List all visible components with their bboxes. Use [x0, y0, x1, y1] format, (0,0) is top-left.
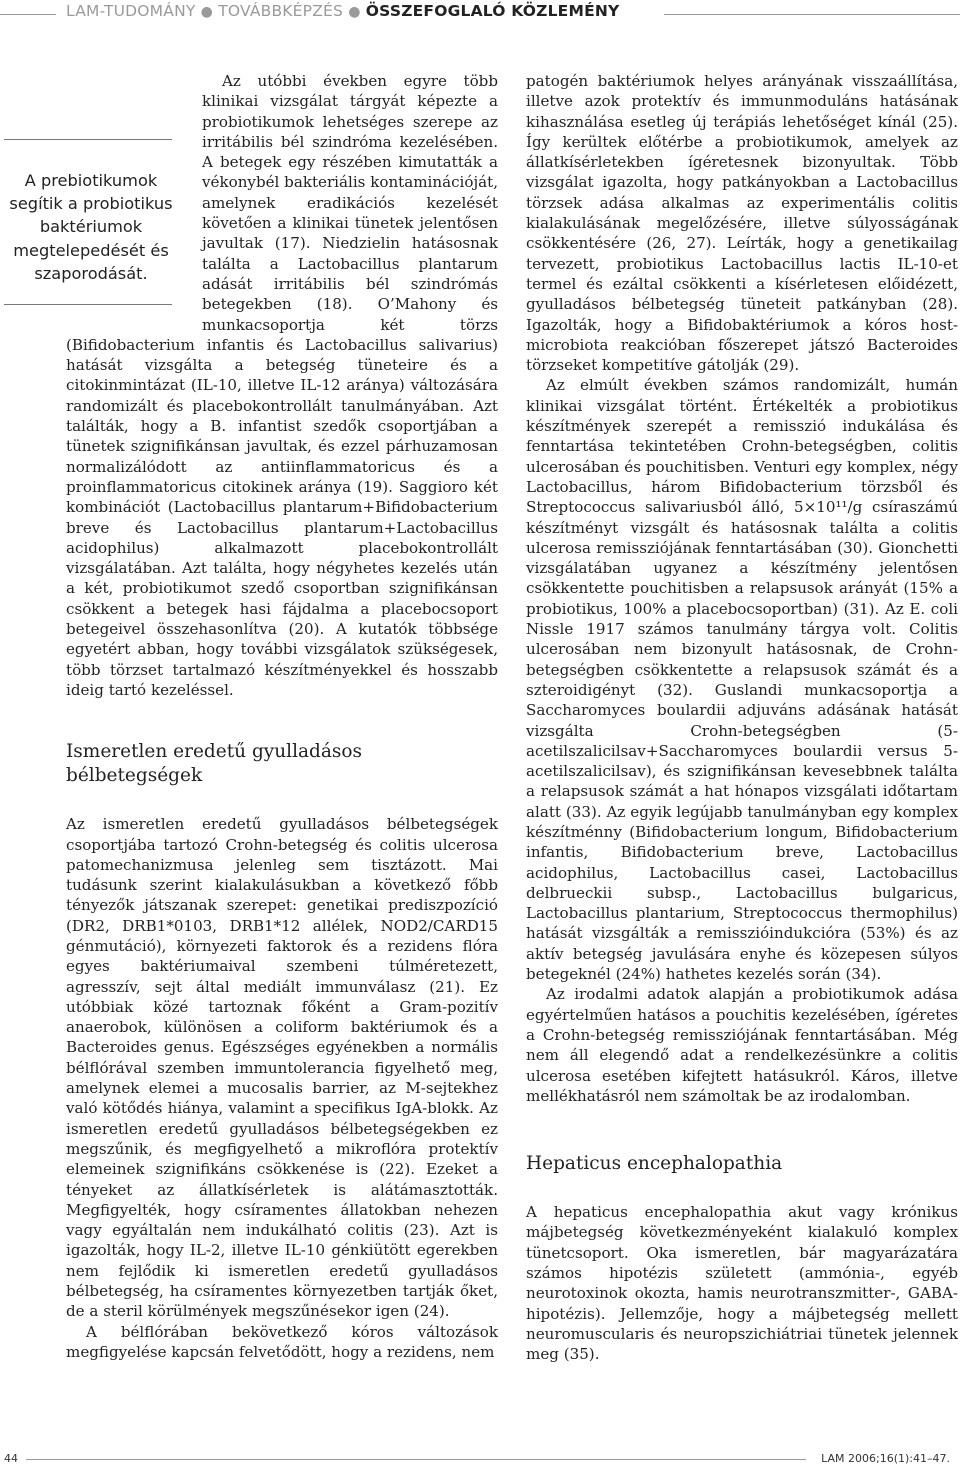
- header-rule-left: [0, 14, 56, 15]
- bullet-icon: ●: [348, 4, 361, 20]
- right-column: [526, 71, 958, 1365]
- pull-quote-rule-bottom: [4, 304, 172, 305]
- paragraph-ibd-continued: patogén baktériumok helyes arányának visszaállítása, illetve azok protektív és immunmoduláns hatásának kihasználása esetleg új terápiás lehetőséget kínál (25). Így kerültek előtérbe a probiotikumok, amelyek az állatkísérletekben ígéretesnek bizonyultak. Több vizsgálat igazolta, hogy patkányokban a Lactobacillus törzsek adása alkalmas az experimentális colitis kialakulásának megelőzésére, illetve súlyosságának csökkentésére (26, 27). Leírták, hogy a genetikailag tervezett, probiotikus Lactobacillus lactis IL-10-et termel és ezáltal csökkenti a kísérletesen előidézett, gyulladásos bélbetegség tüneteit patkányban (28). Igazolták, hogy a Bifidobaktériumok a kóros host-microbiota reakcióban főszerepet játszó Bacteroides törzseket kompetitíve gátolják (29).: [526, 72, 958, 375]
- header-rule-right: [664, 14, 960, 15]
- pull-quote-text: A prebiotikumok segítik a probiotikus baktériumok megtelepedését és szaporodását.: [9, 171, 173, 283]
- header-section-3: ÖSSZEFOGLALÓ KÖZLEMÉNY: [365, 2, 620, 20]
- paragraph-ibd-flora: A bélflórában bekövetkező kóros változások megfigyelése kapcsán felvetődött, hogy a rezidens, nem: [66, 1322, 498, 1361]
- bullet-icon: ●: [200, 4, 214, 20]
- page-number: 44: [4, 1452, 18, 1465]
- journal-citation: LAM 2006;16(1):41–47.: [821, 1452, 950, 1465]
- paragraph-ibd-intro: Az ismeretlen eredetű gyulladásos bélbetegségek csoportjába tartozó Crohn-betegség és colitis ulcerosa patomechanizmusa jelenleg sem tisztázott. Mai tudásunk szerint kialakulásukban a következő főbb tényezők játszanak szerepet: genetikai prediszpozíció (DR2, DRB1*0103, DRB1*12 allélek, NOD2/CARD15 génmutáció), környezeti faktorok és a rezidens flóra egyes baktériumaival szembeni túlméretezett, agresszív, sejt által mediált immunválasz (21). Ez utóbbiak közé tartoznak főként a Gram-pozitív anaerobok, különösen a coliform baktériumok és a Bacteroides genus. Egészséges egyénekben a normális bélflórával szemben immuntolerancia figyelhető meg, amelynek elemei a mucosalis barrier, az M-sejtekhez való kötődés hiánya, valamint a specifikus IgA-blokk. Az ismeretlen eredetű gyulladásos bélbetegségekben ez megszűnik, és megfigyelhető a mikroflóra protektív elemeinek szignifikáns csökkenése is (22). Ezeket a tényeket az állatkísérletek is alátámasztották. Megfigyelték, hogy csíramentes állatokban nehezen vagy egyáltalán nem indukálható colitis (23). Azt is igazolták, hogy IL-2, illetve IL-10 génkiütött egerekben nem fejlődik ki ismeretlen eredetű gyulladásos bélbetegség, ha csíramentes környezetben tartják őket, de a steril körülmények megszűnésekor igen (24).: [66, 815, 498, 1321]
- section-heading-ibd: Ismeretlen eredetű gyulladásos bélbetegségek: [66, 741, 363, 787]
- running-header: [0, 0, 960, 32]
- header-section-1: LAM-TUDOMÁNY: [66, 2, 196, 20]
- header-text: [66, 2, 619, 20]
- page-footer: [0, 1448, 960, 1472]
- paragraph-ibd-summary: Az irodalmi adatok alapján a probiotikumok adása egyértelműen hatásos a pouchitis kezelésében, ígéretes a Crohn-betegség remissziójának fenntartásában. Még nem áll elegendő adat a rendelkezésünkre a colitis ulcerosa esetében kifejtett hatásukról. Káros, illetve mellékhatásról nem számoltak be az irodalomban.: [526, 985, 958, 1105]
- header-section-2: TOVÁBBKÉPZÉS: [218, 2, 344, 20]
- paragraph-clinical-trials: Az elmúlt években számos randomizált, humán klinikai vizsgálat történt. Értékelték a probiotikus készítmények szerepét a remisszió indukálása és fenntartása tekintetében Crohn-betegségben, colitis ulcerosában és pouchitisben. Venturi egy komplex, négy Lactobacillus, három Bifidobacterium törzsből és Streptococcus salivariusból álló, 5×10¹¹/g csíraszámú készítményt vizsgált és hatásosnak találta a colitis ulcerosa remissziójának fenntartásában (30). Gionchetti vizsgálatában ugyanez a készítmény jelentősen csökkentette pouchitisben a relapsusok arányát (15% a probiotikus, 100% a placebocsoportban) (31). Az E. coli Nissle 1917 számos tanulmány tárgya volt. Colitis ulcerosában nem bizonyult hatásosnak, de Crohn-betegségben csökkentette a relapsusok számát és a szteroidigényt (32). Guslandi munkacsoportja a Saccharomyces boulardii adjuváns adásának hatását vizsgálta Crohn-betegségben (5-acetilszalicilsav+Saccharomyces boulardii versus 5-acetilszalicilsav), és szignifikánsan kevesebbnek találta a relapsusok számát a hat hónapos vizsgálati időtartam alatt (33). Az egyik legújabb tanulmányban egy komplex készítménny (Bifidobacterium longum, Bifidobacterium infantis, Bifidobacterium breve, Lactobacillus acidophilus, Lactobacillus casei, Lactobacillus delbrueckii subsp., Lactobacillus bulgaricus, Lactobacillus plantarium, Streptococcus thermophilus) hatását vizsgálták a remisszióindukcióra (53%) és az aktív betegség javulására enyhe és közepesen súlyos betegeknél (24%) hathetes kezelés során (34).: [526, 376, 958, 984]
- left-column: [9, 71, 498, 1362]
- footer-rule: [26, 1459, 806, 1460]
- paragraph-hepatic: A hepaticus encephalopathia akut vagy krónikus májbetegség következményeként kialakuló komplex tünetcsoport. Oka ismeretlen, bár magyarázatára számos hipotézis született (ammónia-, egyéb neurotoxinok okozta, hamis neurotranszmitter-, GABA-hipotézis). Jellemzője, hogy a májbetegség mellett neuromuscularis és neuropszichiátriai tünetek jelennek meg (35).: [526, 1203, 958, 1364]
- pull-quote-rule-top: [4, 139, 172, 140]
- paragraph-ibs: Az utóbbi években egyre több klinikai vizsgálat tárgyát képezte a probiotikumok lehetséges szerepe az irritábilis bél szindróma kezelésében. A betegek egy részében kimutatták a vékonybél bakteriális kontaminációját, amelynek eradikációs kezelését követően a klinikai tünetek jelentősen javultak (17). Niedzielin hatásosnak találta a Lactobacillus plantarum adását irritábilis bél szindrómás betegekben (18). O’Mahony és munkacsoportja két törzs (Bifidobacterium infantis és Lactobacillus salivarius) hatását vizsgálta a betegség tüneteire és a citokinmintázat (IL-10, illetve IL-12 aránya) változására randomizált és placebokontrollált tanulmányában. Azt találták, hogy a B. infantist szedők csoportjában a tünetek szignifikánsan javultak, és ezzel párhuzamosan normalizálódott az antiinflammatoricus és a proinflammatoricus citokinek aránya (19). Saggioro két kombinációt (Lactobacillus plantarum+Bifidobacterium breve és Lactobacillus plantarum+Lactobacillus acidophilus) alkalmazott placebokontrollált vizsgálatában. Azt találta, hogy négyhetes kezelés után a két, probiotikumot szedő csoportban szignifikánsan csökkent a betegek hasi fájdalma a placebocsoport betegeivel összehasonlítva (20). A kutatók többsége egyetért abban, hogy további vizsgálatok szükségesek, több törzset tartalmazó készítményekkel és hosszabb ideig tartó kezeléssel.: [66, 72, 498, 699]
- pull-quote: [0, 139, 182, 305]
- section-heading-hepatic: Hepaticus encephalopathia: [526, 1153, 783, 1175]
